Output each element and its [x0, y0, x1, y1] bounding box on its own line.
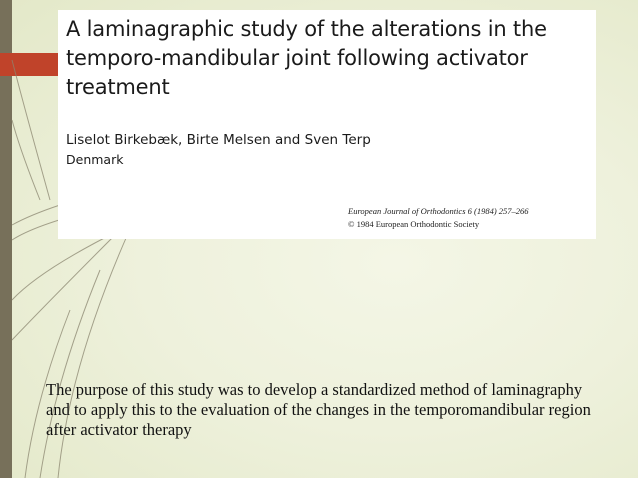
slide-caption: The purpose of this study was to develop a standardized method of laminagraphy and to apply this to the evaluation of the changes in the temporomandibular region after activator therapy [46, 380, 591, 439]
article-authors: Liselot Birkebæk, Birte Melsen and Sven Terp [66, 132, 371, 148]
journal-citation: European Journal of Orthodontics 6 (1984) 257–266 [348, 206, 529, 216]
red-accent-tab [0, 53, 62, 76]
article-title: A laminagraphic study of the alterations in the temporo-mandibular joint following activator treatment [66, 17, 547, 99]
article-header-image [58, 10, 596, 239]
copyright-line: © 1984 European Orthodontic Society [348, 219, 480, 229]
article-country: Denmark [66, 152, 124, 167]
